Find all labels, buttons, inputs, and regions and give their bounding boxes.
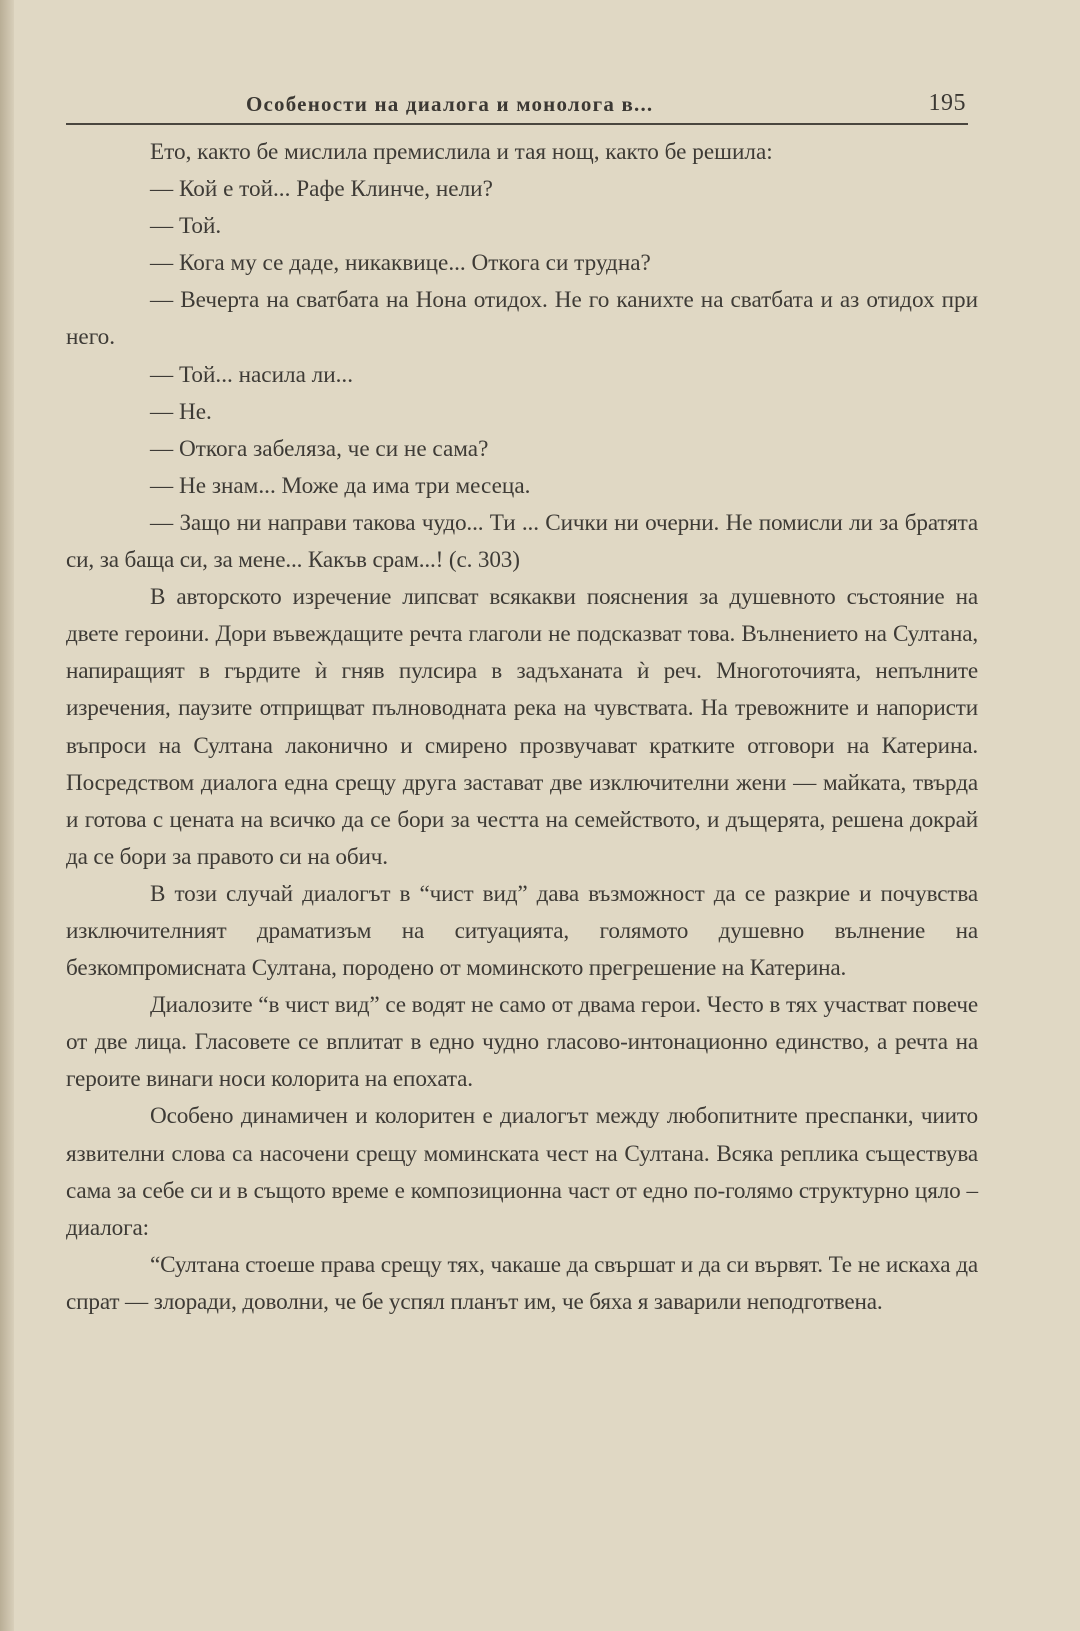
paragraph: Диалозите “в чист вид” се водят не само от двама герои. Често в тях участват повече от две лица. Гласовете се вплитат в едно чудно гласово-интонационно единство, а речта на героите винаги носи колорита на епохата. [66, 992, 978, 1093]
dialogue-line: — Той. [150, 213, 222, 240]
dialogue-line: — Вечерта на сватбата на Нона отидох. Не го канихте на сватбата и аз отидох при него. [66, 287, 978, 351]
dialogue-line: — Откога забеляза, че си не сама? [150, 435, 489, 462]
dialogue-line: — Не знам... Може да има три месеца. [150, 472, 531, 499]
dialogue-line: — Кога му се даде, никаквице... Откога си трудна? [150, 250, 651, 277]
page-header [66, 86, 966, 126]
paragraph: В този случай диалогът в “чист вид” дава възможност да се разкрие и почувства изключителният драматизъм на ситуацията, голямото душевно вълнение на безкомпромисната Султана, породено от моминското прегрешение на Катерина. [66, 880, 978, 982]
dialogue-line: — Защо ни направи такова чудо... Ти ... Сички ни очерни. Не помисли ли за братята си, за баща си, за мене... Какъв срам...! (с. 303) [66, 509, 978, 574]
paragraph: Ето, както бе мислила премислила и тая нощ, както бе решила: [150, 139, 773, 165]
page-number: 195 [928, 90, 966, 116]
paragraph: В авторското изречение липсват всякакви пояснения за душевното състояние на двете героини. Дори въвеждащите речта глаголи не подсказват това. Вълнението на Султана, напиращият в гърдите ѝ гняв пулсира в задъханата ѝ реч. Многоточията, непълните изречения, паузите отприщват пълноводната река на чувствата. На тревожните и напористи въпроси на Султана лаконично и смирено прозвучават кратките отговори на Катерина. Посредством диалога една срещу друга застават две изключителни жени — майката, твърда и готова с цената на всичко да се бори за честта на семейството, и дъщерята, решена докрай да се бори за правото си на обич. [66, 584, 978, 870]
dialogue-line: — Не. [150, 398, 212, 425]
paragraph: Особено динамичен и колоритен е диалогът между любопитните преспанки, чиито язвителни слова са насочени срещу моминската чест на Султана. Всяка реплика съществува сама за себе си и в същото време е композиционна част от едно по-голямо структурно цяло – диалога: [66, 1103, 978, 1241]
running-title: Особености на диалога и монолога в... [246, 92, 654, 116]
paragraph: “Султана стоеше права срещу тях, чакаше да свършат и да си вървят. Те не искаха да спрат — злоради, доволни, че бе успял планът им, че бяха я заварили неподготвена. [66, 1251, 978, 1315]
dialogue-line: — Той... насила ли... [150, 361, 354, 388]
dialogue-line: — Кой е той... Рафе Клинче, нели? [150, 176, 493, 203]
header-rule [66, 123, 968, 125]
page-spine-shadow [0, 0, 14, 1631]
page-body [66, 134, 978, 1321]
